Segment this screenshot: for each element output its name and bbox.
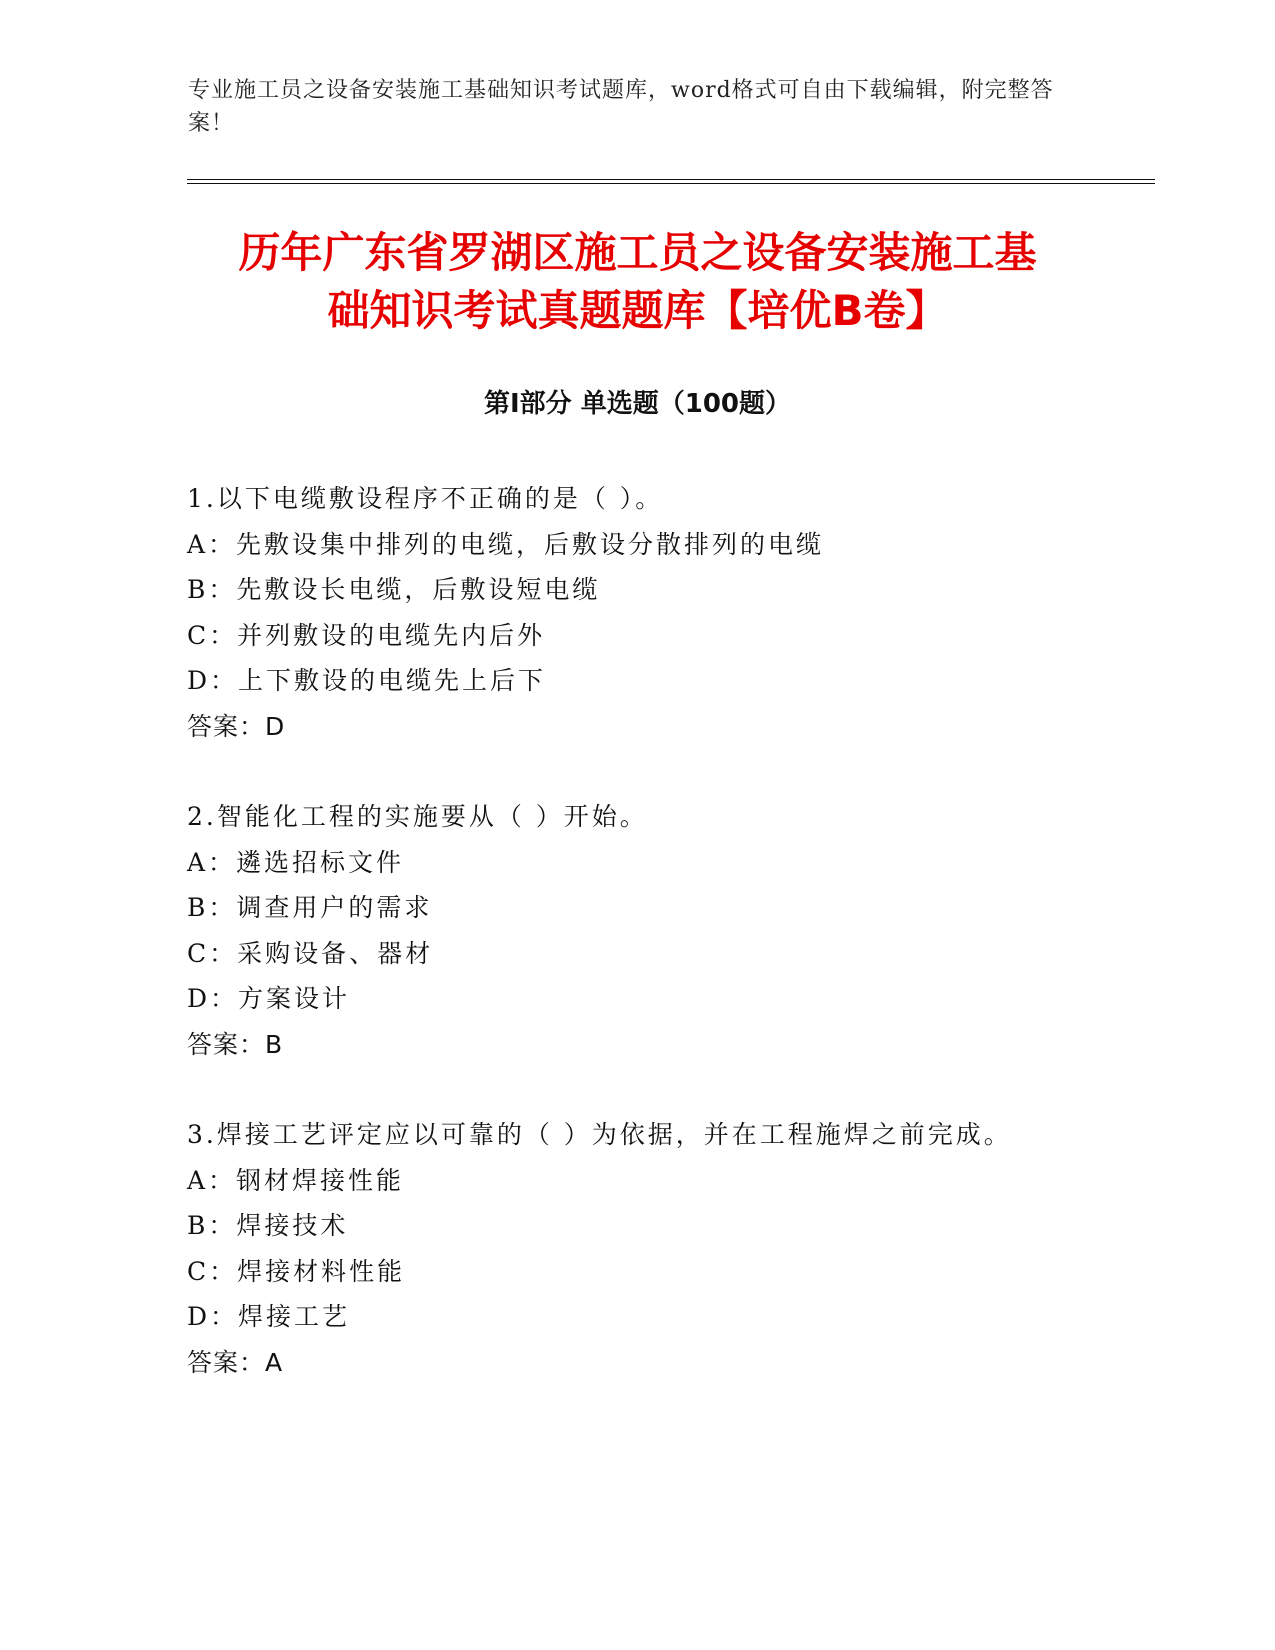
option-a: A：钢材焊接性能 [187,1165,405,1195]
answer: 答案：A [187,1347,284,1377]
header-rule-top [187,179,1155,180]
option-b: B：调查用户的需求 [187,893,433,922]
answer: 答案：B [187,1029,284,1059]
question-stem: 1.以下电缆敷设程序不正确的是（ ）。 [187,484,664,513]
option-a: A：遴选招标文件 [187,847,405,877]
option-c: C：采购设备、器材 [187,938,434,968]
document-title [150,224,1125,340]
option-c: C：并列敷设的电缆先内后外 [187,620,546,650]
option-c: C：焊接材料性能 [187,1256,406,1286]
section-heading: 第I部分 单选题（100题） [484,389,791,419]
question-3 [187,1112,1087,1385]
question-stem: 2.智能化工程的实施要从（ ）开始。 [187,802,648,831]
option-d: D：焊接工艺 [187,1302,351,1331]
option-a: A：先敷设集中排列的电缆，后敷设分散排列的电缆 [187,529,825,559]
header-rule-bottom [187,183,1155,184]
option-b: B：先敷设长电缆，后敷设短电缆 [187,575,601,604]
question-2 [187,794,1087,1067]
header-note: 专业施工员之设备安装施工基础知识考试题库，word格式可自由下载编辑，附完整答案！ [188,78,1054,136]
option-d: D：上下敷设的电缆先上后下 [187,666,547,695]
question-1 [187,476,1087,749]
option-b: B：焊接技术 [187,1211,349,1240]
document-title-line-2: 础知识考试真题题库【培优B卷】 [327,286,948,335]
document-title-line-1: 历年广东省罗湖区施工员之设备安装施工基 [238,228,1037,277]
answer: 答案：D [187,711,286,741]
question-stem: 3.焊接工艺评定应以可靠的（ ）为依据，并在工程施焊之前完成。 [187,1120,1012,1149]
option-d: D：方案设计 [187,984,351,1013]
